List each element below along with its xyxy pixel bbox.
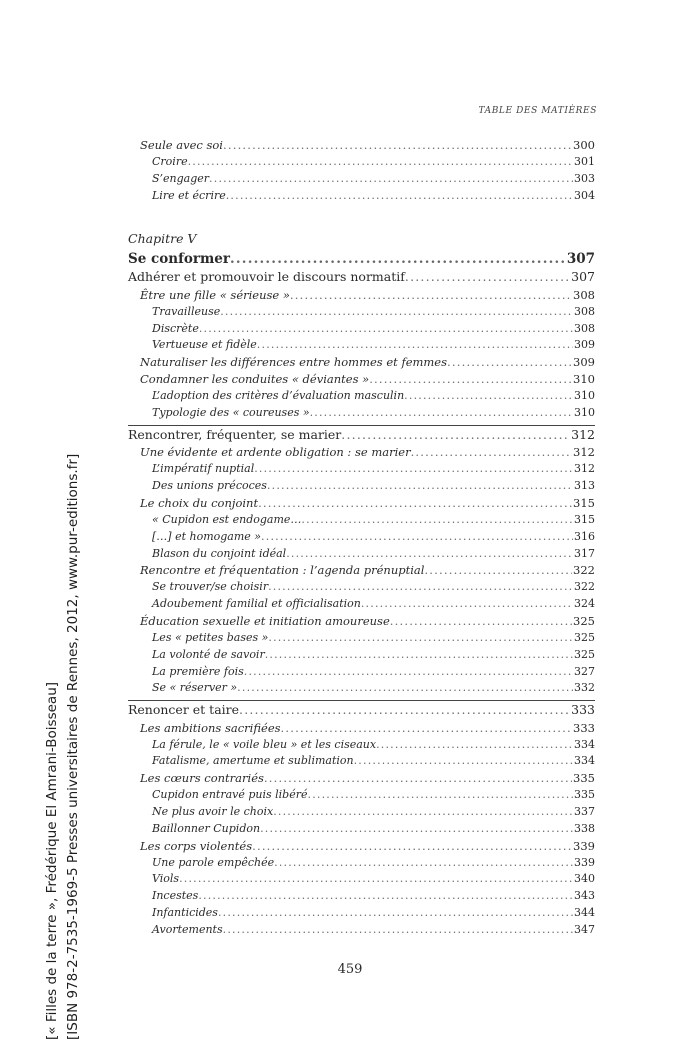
entry-title: Une évidente et ardente obligation : se marier	[140, 445, 411, 460]
entry-title: Blason du conjoint idéal	[152, 546, 287, 560]
entry-page: 308	[574, 304, 595, 318]
toc-subentry[interactable]	[128, 597, 595, 614]
dot-leader	[244, 665, 573, 678]
dot-leader	[267, 479, 573, 492]
page-number: 459	[337, 962, 363, 977]
dot-leader	[239, 702, 570, 717]
entry-title: L’impératif nuptial	[152, 462, 255, 476]
entry-title: Ne plus avoir le choix	[152, 805, 274, 819]
toc-subentry[interactable]	[128, 547, 595, 564]
dot-leader	[286, 547, 573, 560]
entry-page: 303	[574, 171, 595, 185]
entry-page: 308	[574, 321, 595, 335]
entry-page: 340	[574, 872, 595, 886]
entry-title: Adhérer et promouvoir le discours normatif	[128, 269, 405, 285]
dot-leader	[252, 839, 572, 853]
toc-subsection[interactable]	[128, 496, 595, 513]
entry-page: 312	[573, 445, 595, 460]
entry-title: Viols	[152, 872, 180, 886]
toc-subsection[interactable]	[128, 721, 595, 738]
entry-page: 300	[573, 138, 595, 152]
entry-page: 301	[574, 155, 595, 168]
dot-leader	[268, 580, 573, 593]
entry-page: 309	[574, 338, 595, 352]
toc-section[interactable]	[128, 700, 595, 721]
entry-title: Les ambitions sacrifiées	[140, 720, 281, 735]
dot-leader	[258, 496, 572, 510]
toc-subsection[interactable]	[128, 138, 595, 155]
entry-page: 344	[574, 906, 595, 920]
entry-title: Des unions précoces	[152, 479, 267, 493]
entry-page: 333	[573, 720, 595, 735]
dot-leader	[411, 445, 572, 459]
entry-page: 315	[573, 495, 595, 510]
toc-subentry[interactable]	[128, 822, 595, 839]
dot-leader	[341, 427, 570, 442]
entry-page: 322	[574, 580, 595, 594]
toc-subentry[interactable]	[128, 406, 595, 423]
entry-title: La férule, le « voile bleu » et les ciseaux	[152, 737, 377, 751]
toc-subsection[interactable]	[128, 563, 595, 580]
entry-title: Le choix du conjoint	[140, 495, 259, 510]
dot-leader	[290, 288, 572, 302]
toc-subentry[interactable]	[128, 665, 595, 682]
entry-title: Croire	[152, 155, 188, 168]
dot-leader	[268, 631, 573, 644]
toc-subentry[interactable]	[128, 462, 595, 479]
toc-subsection[interactable]	[128, 839, 595, 856]
dot-leader	[376, 738, 573, 751]
entry-page: 333	[571, 702, 595, 718]
toc-subentry[interactable]	[128, 906, 595, 923]
entry-page: 334	[574, 737, 595, 751]
dot-leader	[354, 754, 573, 767]
toc-subsection[interactable]	[128, 445, 595, 462]
entry-title: Rencontre et fréquentation : l’agenda prénuptial	[140, 563, 425, 578]
entry-title: Se trouver/se choisir	[152, 580, 269, 594]
dot-leader	[261, 530, 573, 543]
entry-page: 338	[574, 821, 595, 835]
dot-leader	[273, 805, 573, 818]
entry-title: Naturaliser les différences entre hommes et femmes	[140, 355, 448, 370]
entry-page: 313	[574, 479, 595, 493]
toc-subsection[interactable]	[128, 771, 595, 788]
chapter-title-row[interactable]	[128, 251, 595, 269]
dot-leader	[230, 251, 566, 267]
entry-title: Incestes	[152, 889, 199, 903]
dot-leader	[265, 648, 573, 661]
toc-subentry[interactable]	[128, 580, 595, 597]
entry-page: 325	[573, 613, 595, 628]
table-of-contents	[128, 138, 595, 940]
dot-leader	[218, 906, 573, 919]
dot-leader	[274, 856, 573, 869]
entry-page: 334	[574, 754, 595, 768]
dot-leader	[447, 355, 572, 369]
entry-title: La volonté de savoir	[152, 647, 265, 661]
entry-title: Typologie des « coureuses »	[152, 406, 310, 420]
toc-section[interactable]	[128, 425, 595, 446]
entry-title: La première fois	[152, 664, 244, 678]
entry-page: 327	[574, 664, 595, 678]
entry-page: 324	[574, 597, 595, 611]
entry-title: Les « petites bases »	[152, 630, 269, 644]
entry-title: Être une fille « sérieuse »	[140, 287, 290, 302]
dot-leader	[209, 172, 573, 185]
entry-page: 316	[574, 529, 595, 543]
dot-leader	[369, 372, 572, 386]
entry-title: Discrète	[152, 321, 199, 335]
sections	[128, 269, 595, 939]
entry-title: Renoncer et taire	[128, 702, 240, 718]
toc-subentry[interactable]	[128, 754, 595, 771]
entry-page: 325	[574, 647, 595, 661]
toc-subentry[interactable]	[128, 322, 595, 339]
toc-subentry[interactable]	[128, 788, 595, 805]
entry-page: 315	[574, 512, 595, 526]
entry-page: 335	[573, 771, 595, 786]
dot-leader	[198, 889, 573, 902]
entry-page: 310	[574, 406, 595, 420]
running-header: TABLE DES MATIÈRES	[478, 106, 597, 116]
chapter-page: 307	[566, 251, 595, 268]
toc-subsection[interactable]	[128, 372, 595, 389]
toc-subentry[interactable]	[128, 530, 595, 547]
entry-page: 339	[574, 855, 595, 869]
dot-leader	[188, 155, 573, 168]
entry-page: 339	[573, 838, 595, 853]
toc-subsection[interactable]	[128, 355, 595, 372]
dot-leader	[260, 822, 573, 835]
entry-page: 312	[574, 462, 595, 476]
dot-leader	[254, 462, 573, 475]
entry-title: Baillonner Cupidon	[152, 821, 261, 835]
entry-title: S’engager	[152, 171, 210, 185]
intro-entries	[128, 138, 595, 205]
toc-subentry[interactable]	[128, 479, 595, 496]
entry-title: Travailleuse	[152, 304, 221, 318]
entry-page: 335	[574, 788, 595, 802]
toc-subentry[interactable]	[128, 648, 595, 665]
toc-subentry[interactable]	[128, 189, 595, 206]
entry-title: Adoubement familial et officialisation	[152, 597, 361, 611]
toc-section[interactable]	[128, 269, 595, 288]
entry-title: Infanticides	[152, 906, 218, 920]
toc-subentry[interactable]	[128, 513, 595, 530]
toc-subentry[interactable]	[128, 172, 595, 189]
chapter-label: Chapitre V	[128, 231, 197, 247]
entry-page: 312	[571, 426, 595, 442]
entry-page: 310	[574, 389, 595, 403]
toc-subentry[interactable]	[128, 305, 595, 322]
dot-leader	[361, 597, 573, 610]
toc-subentry[interactable]	[128, 155, 595, 172]
entry-page: 317	[574, 546, 595, 560]
dot-leader	[179, 872, 573, 885]
entry-page: 309	[573, 355, 595, 370]
dot-leader	[257, 338, 573, 351]
entry-page: 310	[573, 372, 595, 387]
entry-title: Vertueuse et fidèle	[152, 338, 257, 352]
toc-subentry[interactable]	[128, 856, 595, 873]
toc-subentry[interactable]	[128, 738, 595, 755]
entry-page: 322	[573, 563, 595, 578]
dot-leader	[220, 305, 573, 318]
toc-subentry[interactable]	[128, 889, 595, 906]
entry-page: 337	[574, 805, 595, 819]
dot-leader	[237, 681, 573, 694]
entry-title: Éducation sexuelle et initiation amoureuse	[140, 613, 390, 628]
citation-line-2: [ISBN 978-2-7535-1969-5 Presses universitaires de Rennes, 2012, www.pur-editions.fr]	[65, 453, 81, 1040]
entry-page: 343	[574, 889, 595, 903]
entry-page: 308	[573, 287, 595, 302]
toc-subentry[interactable]	[128, 872, 595, 889]
entry-title: Cupidon entravé puis libéré	[152, 788, 308, 802]
entry-title: […] et homogame »	[152, 529, 262, 543]
dot-leader	[405, 269, 570, 284]
entry-title: Les cœurs contrariés	[140, 771, 264, 786]
dot-leader	[310, 406, 573, 419]
dot-leader	[264, 771, 572, 785]
entry-title: Seule avec soi	[140, 138, 223, 152]
toc-subentry[interactable]	[128, 631, 595, 648]
entry-page: 304	[574, 188, 595, 202]
citation-sidebar	[42, 454, 84, 1040]
entry-page: 325	[574, 630, 595, 644]
toc-subentry[interactable]	[128, 923, 595, 940]
entry-page: 332	[574, 681, 595, 695]
entry-page: 307	[571, 269, 595, 285]
dot-leader	[226, 189, 573, 202]
entry-title: Se « réserver »	[152, 681, 238, 695]
entry-title: Avortements	[152, 922, 223, 936]
toc-subentry[interactable]	[128, 805, 595, 822]
toc-subsection[interactable]	[128, 288, 595, 305]
entry-title: Condamner les conduites « déviantes »	[140, 372, 370, 387]
entry-title: Lire et écrire	[152, 188, 226, 202]
entry-title: Une parole empêchée	[152, 855, 275, 869]
dot-leader	[424, 563, 572, 577]
dot-leader	[390, 614, 572, 628]
entry-title: Fatalisme, amertume et sublimation	[152, 754, 354, 768]
entry-title: Rencontrer, fréquenter, se marier	[128, 426, 342, 442]
entry-page: 347	[574, 922, 595, 936]
citation-line-1: [« Filles de la terre », Frédérique El Amrani-Boisseau]	[44, 681, 60, 1040]
dot-leader	[199, 322, 573, 335]
dot-leader	[308, 788, 574, 801]
toc-subsection[interactable]	[128, 614, 595, 631]
toc-subentry[interactable]	[128, 681, 595, 698]
toc-subentry[interactable]	[128, 338, 595, 355]
entry-title: L’adoption des critères d’évaluation masculin	[152, 389, 405, 403]
entry-title: Les corps violentés	[140, 838, 253, 853]
dot-leader	[281, 721, 573, 735]
toc-subentry[interactable]	[128, 389, 595, 406]
entry-title: « Cupidon est endogame…	[152, 512, 302, 526]
dot-leader	[223, 923, 573, 936]
chapter-title: Se conformer	[128, 251, 230, 268]
dot-leader	[223, 138, 572, 152]
dot-leader	[404, 389, 573, 402]
dot-leader	[301, 513, 573, 526]
